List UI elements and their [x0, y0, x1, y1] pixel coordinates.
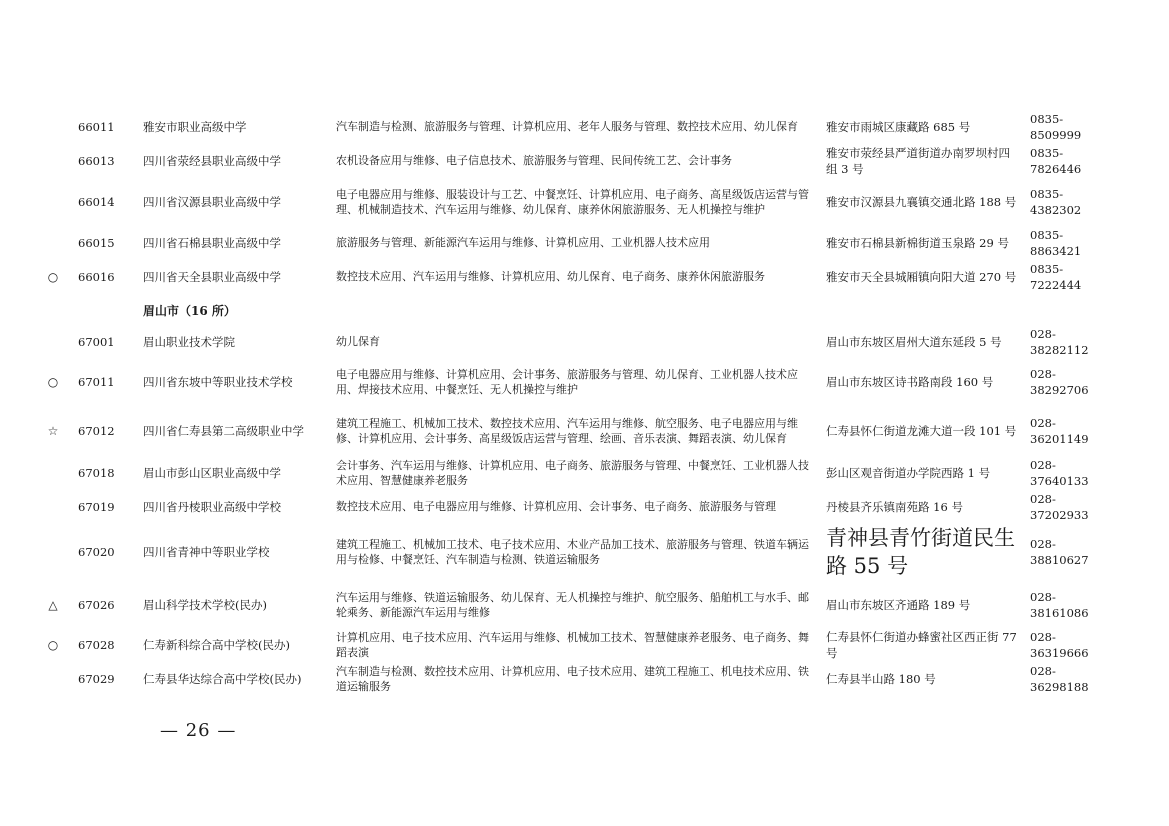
- school-code: 66011: [78, 120, 115, 134]
- table-row: [0, 628, 1169, 662]
- school-phone: 0835-8509999: [1030, 112, 1082, 142]
- table-row: [0, 662, 1169, 696]
- school-phone: 0835-7826446: [1030, 146, 1082, 176]
- table-row: [0, 327, 1169, 357]
- school-majors: 计算机应用、电子技术应用、汽车运用与维修、机械加工技术、智慧健康养老服务、电子商务、舞蹈表演: [336, 630, 809, 659]
- school-majors: 汽车制造与检测、数控技术应用、计算机应用、电子技术应用、建筑工程施工、机电技术应用、铁道运输服务: [336, 664, 809, 693]
- school-address: 青神县青竹街道民生路 55 号: [826, 526, 1015, 578]
- row-mark: ○: [47, 375, 59, 389]
- school-address: 雅安市荥经县严道街道办南罗坝村四组 3 号: [826, 146, 1010, 176]
- school-name: 眉山职业技术学院: [143, 335, 235, 349]
- school-code: 66016: [78, 270, 115, 284]
- school-phone: 0835-8863421: [1030, 228, 1082, 258]
- table-row: [0, 456, 1169, 490]
- row-mark: [44, 330, 62, 354]
- school-phone: 028-37202933: [1030, 492, 1089, 522]
- table-row: [0, 364, 1169, 400]
- school-address: 雅安市天全县城厢镇向阳大道 270 号: [826, 270, 1017, 284]
- page-number: — 26 —: [160, 720, 237, 741]
- school-name: 四川省青神中等职业学校: [143, 545, 270, 559]
- school-majors: 幼儿保育: [336, 335, 380, 349]
- school-code: 66015: [78, 236, 115, 250]
- school-phone: 028-38810627: [1030, 537, 1089, 567]
- school-code: 66014: [78, 195, 115, 209]
- school-address: 眉山市东坡区诗书路南段 160 号: [826, 375, 994, 389]
- city-title: 眉山市（16 所）: [143, 304, 236, 318]
- school-code: 67018: [78, 466, 115, 480]
- school-name: 眉山市彭山区职业高级中学: [143, 466, 281, 480]
- row-mark: [44, 178, 62, 226]
- school-name: 雅安市职业高级中学: [143, 120, 247, 134]
- school-majors: 旅游服务与管理、新能源汽车运用与维修、计算机应用、工业机器人技术应用: [336, 236, 710, 250]
- school-address: 仁寿县怀仁街道龙滩大道一段 101 号: [826, 424, 1017, 438]
- row-mark: [44, 490, 62, 524]
- school-name: 四川省汉源县职业高级中学: [143, 195, 281, 209]
- school-majors: 会计事务、汽车运用与维修、计算机应用、电子商务、旅游服务与管理、中餐烹饪、工业机器人技术应用、智慧健康养老服务: [336, 458, 809, 487]
- school-code: 67029: [78, 672, 115, 686]
- school-majors: 汽车制造与检测、旅游服务与管理、计算机应用、老年人服务与管理、数控技术应用、幼儿保育: [336, 120, 798, 134]
- school-address: 眉山市东坡区齐通路 189 号: [826, 598, 971, 612]
- row-mark: ○: [47, 638, 59, 652]
- row-mark: [44, 662, 62, 696]
- school-phone: 028-38292706: [1030, 367, 1089, 397]
- table-row: [0, 178, 1169, 226]
- table-row: [0, 110, 1169, 144]
- school-majors: 电子电器应用与维修、计算机应用、会计事务、旅游服务与管理、幼儿保育、工业机器人技术应用、焊接技术应用、中餐烹饪、无人机操控与维护: [336, 367, 798, 396]
- table-row: [0, 226, 1169, 260]
- row-mark: [44, 456, 62, 490]
- school-code: 67026: [78, 598, 115, 612]
- school-majors: 建筑工程施工、机械加工技术、数控技术应用、汽车运用与维修、航空服务、电子电器应用与维修、计算机应用、会计事务、高星级饭店运营与管理、绘画、音乐表演、舞蹈表演、幼儿保育: [336, 416, 798, 445]
- school-code: 66013: [78, 154, 115, 168]
- row-mark: [44, 144, 62, 178]
- school-code: 67019: [78, 500, 115, 514]
- table-row: [0, 490, 1169, 524]
- school-phone: 028-38282112: [1030, 327, 1089, 357]
- table-row: [0, 144, 1169, 178]
- school-majors: 数控技术应用、电子电器应用与维修、计算机应用、会计事务、电子商务、旅游服务与管理: [336, 500, 776, 514]
- school-code: 67012: [78, 424, 115, 438]
- school-phone: 0835-4382302: [1030, 187, 1082, 217]
- school-majors: 电子电器应用与维修、服装设计与工艺、中餐烹饪、计算机应用、电子商务、高星级饭店运营与管理、机械制造技术、汽车运用与维修、幼儿保育、康养休闲旅游服务、无人机操控与维护: [336, 187, 809, 216]
- school-phone: 0835-7222444: [1030, 262, 1082, 292]
- row-mark: [44, 520, 62, 584]
- school-address: 雅安市雨城区康藏路 685 号: [826, 120, 971, 134]
- school-code: 67020: [78, 545, 115, 559]
- city-section-header: [0, 298, 1169, 324]
- school-majors: 农机设备应用与维修、电子信息技术、旅游服务与管理、民间传统工艺、会计事务: [336, 154, 732, 168]
- school-name: 四川省仁寿县第二高级职业中学: [143, 424, 304, 438]
- row-mark: [44, 110, 62, 144]
- school-name: 四川省荥经县职业高级中学: [143, 154, 281, 168]
- school-address: 雅安市石棉县新棉街道玉泉路 29 号: [826, 236, 1009, 250]
- school-code: 67011: [78, 375, 115, 389]
- school-phone: 028-38161086: [1030, 590, 1089, 620]
- school-name: 四川省丹棱职业高级中学校: [143, 500, 281, 514]
- school-phone: 028-36298188: [1030, 664, 1089, 694]
- school-code: 67028: [78, 638, 115, 652]
- row-mark: ○: [47, 270, 59, 284]
- row-mark: [44, 226, 62, 260]
- school-phone: 028-36201149: [1030, 416, 1089, 446]
- school-majors: 汽车运用与维修、铁道运输服务、幼儿保育、无人机操控与维护、航空服务、船舶机工与水手、邮轮乘务、新能源汽车运用与维修: [336, 590, 809, 619]
- school-name: 四川省石棉县职业高级中学: [143, 236, 281, 250]
- school-phone: 028-36319666: [1030, 630, 1089, 660]
- school-name: 仁寿县华达综合高中学校(民办): [143, 672, 302, 686]
- school-address: 丹棱县齐乐镇南苑路 16 号: [826, 500, 963, 514]
- school-address: 彭山区观音街道办学院西路 1 号: [826, 466, 991, 480]
- school-majors: 建筑工程施工、机械加工技术、电子技术应用、木业产品加工技术、旅游服务与管理、铁道车辆运用与检修、中餐烹饪、汽车制造与检测、铁道运输服务: [336, 537, 809, 566]
- school-address: 雅安市汉源县九襄镇交通北路 188 号: [826, 195, 1017, 209]
- table-row: [0, 520, 1169, 584]
- school-address: 仁寿县怀仁街道办蜂蜜社区西正街 77 号: [826, 630, 1017, 660]
- school-name: 四川省天全县职业高级中学: [143, 270, 281, 284]
- school-code: 67001: [78, 335, 115, 349]
- table-row: [0, 406, 1169, 456]
- school-majors: 数控技术应用、汽车运用与维修、计算机应用、幼儿保育、电子商务、康养休闲旅游服务: [336, 270, 765, 284]
- school-name: 眉山科学技术学校(民办): [143, 598, 267, 612]
- table-row: [0, 588, 1169, 622]
- school-address: 仁寿县半山路 180 号: [826, 672, 936, 686]
- school-phone: 028-37640133: [1030, 458, 1089, 488]
- school-name: 仁寿新科综合高中学校(民办): [143, 638, 290, 652]
- school-name: 四川省东坡中等职业技术学校: [143, 375, 293, 389]
- school-address: 眉山市东坡区眉州大道东延段 5 号: [826, 335, 1002, 349]
- table-row: [0, 260, 1169, 294]
- row-mark: ☆: [47, 424, 59, 438]
- row-mark: △: [48, 598, 58, 612]
